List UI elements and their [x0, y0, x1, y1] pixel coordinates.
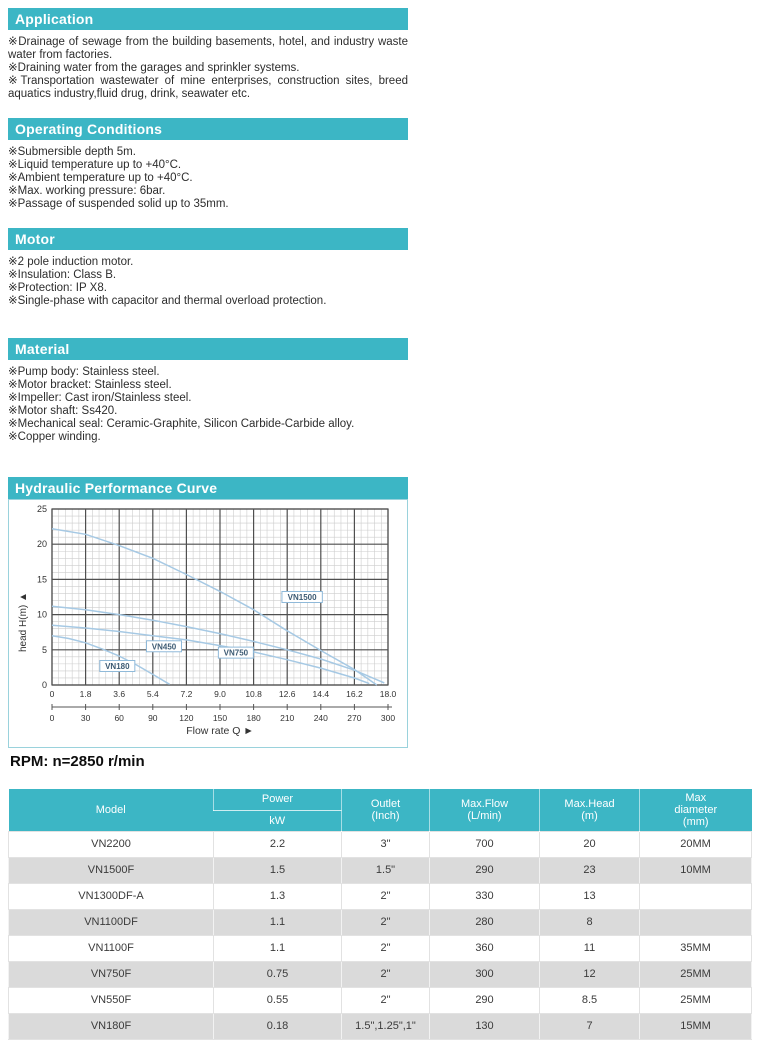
cell-max-flow: 700	[430, 831, 540, 857]
spec-table	[8, 789, 752, 1040]
curve-vn450	[52, 625, 369, 683]
y-axis-title: head H(m) ▲	[18, 592, 29, 652]
y-tick-label: 5	[41, 644, 47, 655]
spec-table-body	[9, 831, 752, 1039]
spec-line: ※Transportation wastewater of mine enterprises, construction sites, breed aquatics industry,fluid drug, drink, seawater etc.	[8, 75, 408, 100]
spec-line: ※Pump body: Stainless steel.	[8, 366, 160, 378]
curve-label-vn750: VN750	[223, 648, 249, 658]
spec-table-header	[9, 789, 752, 831]
cell-power-kw: 1.1	[214, 909, 342, 935]
spec-line: ※Protection: IP X8.	[8, 282, 107, 294]
col-header-max-head: Max.Head (m)	[540, 789, 640, 831]
secondary-tick-label: 210	[280, 713, 295, 723]
cell-model: VN1500F	[9, 857, 214, 883]
col-header-power: Power	[214, 789, 342, 810]
secondary-tick-label: 0	[49, 713, 55, 723]
secondary-tick-label: 300	[380, 713, 396, 723]
secondary-tick-label: 60	[114, 713, 124, 723]
section-header-operating-conditions: Operating Conditions	[8, 118, 408, 140]
cell-max-diameter: 25MM	[640, 987, 752, 1013]
x-axis-title: Flow rate Q ►	[186, 725, 254, 737]
x-tick-label: 1.8	[79, 689, 92, 699]
table-row	[9, 935, 752, 961]
cell-max-diameter	[640, 909, 752, 935]
col-header-outlet: Outlet (Inch)	[342, 789, 430, 831]
cell-max-flow: 130	[430, 1013, 540, 1039]
section-header-material: Material	[8, 338, 408, 360]
rpm-note: RPM: n=2850 r/min	[10, 753, 145, 770]
secondary-tick-label: 240	[313, 713, 328, 723]
secondary-tick-label: 150	[212, 713, 228, 723]
y-tick-label: 0	[41, 680, 47, 690]
spec-line: ※Liquid temperature up to +40°C.	[8, 159, 182, 171]
cell-max-diameter: 15MM	[640, 1013, 752, 1039]
spec-line: ※Drainage of sewage from the building basements, hotel, and industry waste water from factories.	[8, 36, 408, 61]
spec-line: ※Single-phase with capacitor and thermal overload protection.	[8, 295, 327, 307]
curve-label-vn180: VN180	[105, 661, 130, 671]
x-tick-label: 14.4	[312, 689, 330, 699]
spec-line: ※Ambient temperature up to +40°C.	[8, 172, 193, 184]
table-row	[9, 831, 752, 857]
cell-max-head: 23	[540, 857, 640, 883]
table-row	[9, 857, 752, 883]
cell-max-flow: 330	[430, 883, 540, 909]
col-header-max-diameter: Max diameter (mm)	[640, 789, 752, 831]
cell-model: VN1300DF-A	[9, 883, 214, 909]
y-tick-label: 10	[36, 609, 47, 620]
spec-line: ※Submersible depth 5m.	[8, 146, 136, 158]
x-tick-label: 5.4	[146, 689, 159, 699]
col-header-kw: kW	[214, 810, 342, 831]
section-body-application	[8, 36, 408, 101]
cell-power-kw: 1.5	[214, 857, 342, 883]
cell-max-flow: 290	[430, 857, 540, 883]
cell-max-flow: 360	[430, 935, 540, 961]
cell-outlet: 2"	[342, 883, 430, 909]
spec-line: ※Copper winding.	[8, 431, 101, 443]
cell-power-kw: 1.1	[214, 935, 342, 961]
spec-line: ※2 pole induction motor.	[8, 256, 134, 268]
x-tick-label: 16.2	[346, 689, 363, 699]
table-row	[9, 1013, 752, 1039]
section-body-motor	[8, 256, 408, 308]
table-row	[9, 883, 752, 909]
cell-outlet: 1.5"	[342, 857, 430, 883]
cell-outlet: 2"	[342, 961, 430, 987]
x-tick-label: 10.8	[245, 689, 262, 699]
y-tick-label: 20	[36, 539, 47, 550]
cell-max-diameter: 20MM	[640, 831, 752, 857]
section-header-motor: Motor	[8, 228, 408, 250]
cell-max-flow: 280	[430, 909, 540, 935]
secondary-tick-label: 270	[347, 713, 362, 723]
cell-outlet: 1.5",1.25",1"	[342, 1013, 430, 1039]
curve-label-vn450: VN450	[151, 642, 177, 652]
cell-model: VN180F	[9, 1013, 214, 1039]
section-header-application: Application	[8, 8, 408, 30]
cell-model: VN750F	[9, 961, 214, 987]
cell-max-head: 11	[540, 935, 640, 961]
cell-max-flow: 290	[430, 987, 540, 1013]
cell-model: VN550F	[9, 987, 214, 1013]
section-body-operating-conditions	[8, 146, 408, 211]
section-body-material	[8, 366, 408, 444]
y-tick-label: 15	[36, 574, 47, 585]
x-tick-label: 12.6	[278, 689, 296, 699]
x-tick-label: 18.0	[379, 689, 397, 699]
cell-max-head: 7	[540, 1013, 640, 1039]
cell-power-kw: 0.55	[214, 987, 342, 1013]
cell-power-kw: 2.2	[214, 831, 342, 857]
cell-power-kw: 0.18	[214, 1013, 342, 1039]
table-row	[9, 961, 752, 987]
cell-max-diameter: 10MM	[640, 857, 752, 883]
cell-max-diameter: 35MM	[640, 935, 752, 961]
x-tick-label: 9.0	[214, 689, 226, 699]
cell-max-head: 8	[540, 909, 640, 935]
x-tick-label: 7.2	[180, 689, 193, 699]
cell-max-head: 12	[540, 961, 640, 987]
col-header-max-flow: Max.Flow (L/min)	[430, 789, 540, 831]
cell-outlet: 2"	[342, 935, 430, 961]
spec-line: ※Impeller: Cast iron/Stainless steel.	[8, 392, 192, 404]
col-header-model: Model	[9, 789, 214, 831]
spec-line: ※Motor bracket: Stainless steel.	[8, 379, 172, 391]
spec-line: ※Max. working pressure: 6bar.	[8, 185, 166, 197]
secondary-tick-label: 90	[148, 713, 158, 723]
secondary-tick-label: 30	[80, 713, 91, 723]
x-tick-label: 3.6	[113, 689, 126, 699]
cell-max-head: 13	[540, 883, 640, 909]
performance-curve-box	[8, 499, 408, 748]
spec-line: ※Motor shaft: Ss420.	[8, 405, 118, 417]
cell-power-kw: 0.75	[214, 961, 342, 987]
cell-model: VN2200	[9, 831, 214, 857]
cell-power-kw: 1.3	[214, 883, 342, 909]
spec-line: ※Passage of suspended solid up to 35mm.	[8, 198, 229, 210]
table-row	[9, 909, 752, 935]
spec-line: ※Insulation: Class B.	[8, 269, 117, 281]
spec-line: ※Draining water from the garages and sprinkler systems.	[8, 62, 300, 74]
table-row	[9, 987, 752, 1013]
cell-outlet: 2"	[342, 987, 430, 1013]
y-tick-label: 25	[36, 504, 47, 514]
cell-max-diameter	[640, 883, 752, 909]
x-tick-label: 0	[49, 689, 55, 699]
secondary-tick-label: 120	[179, 713, 194, 723]
cell-max-flow: 300	[430, 961, 540, 987]
secondary-tick-label: 180	[246, 713, 261, 723]
cell-outlet: 3"	[342, 831, 430, 857]
cell-max-head: 20	[540, 831, 640, 857]
cell-model: VN1100F	[9, 935, 214, 961]
spec-line: ※Mechanical seal: Ceramic-Graphite, Silicon Carbide-Carbide alloy.	[8, 418, 355, 430]
section-header-performance-curve: Hydraulic Performance Curve	[8, 477, 408, 499]
cell-outlet: 2"	[342, 909, 430, 935]
curve-label-vn1500: VN1500	[287, 593, 317, 602]
cell-max-diameter: 25MM	[640, 961, 752, 987]
cell-model: VN1100DF	[9, 909, 214, 935]
cell-max-head: 8.5	[540, 987, 640, 1013]
performance-curve-chart	[9, 500, 409, 749]
